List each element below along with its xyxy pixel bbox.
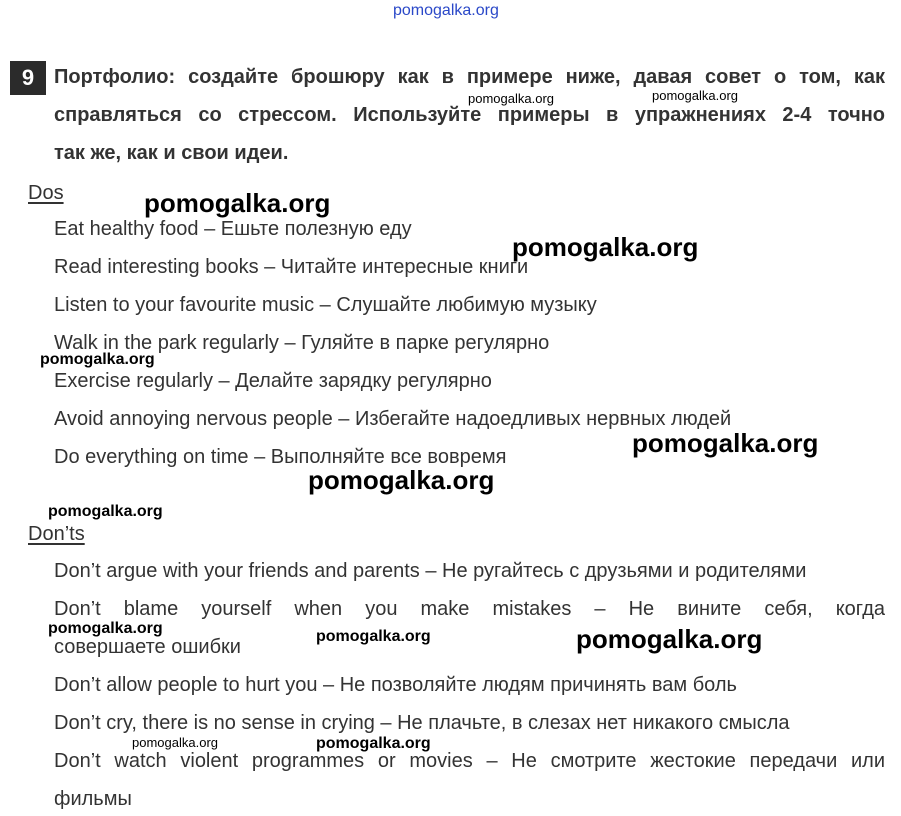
watermark: pomogalka.org	[512, 232, 699, 262]
instruction-line-2: справляться со стрессом. Используйте примеры в упражнениях 2-4 точно	[54, 104, 885, 126]
watermark: pomogalka.org	[468, 91, 554, 106]
site-header-link[interactable]: pomogalka.org	[393, 2, 499, 19]
donts-item-1: Don’t argue with your friends and parents – Не ругайтесь с друзьями и родителями	[54, 560, 807, 582]
dos-item-4: Walk in the park regularly – Гуляйте в парке регулярно	[54, 332, 550, 354]
watermark: pomogalka.org	[316, 735, 431, 752]
dos-heading: Dos	[28, 182, 64, 204]
dos-item-2: Read interesting books – Читайте интересные книги	[54, 256, 529, 278]
watermark: pomogalka.org	[632, 428, 819, 458]
donts-item-4: Don’t cry, there is no sense in crying – Не плачьте, в слезах нет никакого смысла	[54, 712, 790, 734]
dos-item-1: Eat healthy food – Ешьте полезную еду	[54, 218, 412, 240]
watermark: pomogalka.org	[132, 735, 218, 750]
dos-item-6: Avoid annoying nervous people – Избегайте надоедливых нервных людей	[54, 408, 732, 430]
dos-item-7: Do everything on time – Выполняйте все вовремя	[54, 446, 507, 468]
watermark: pomogalka.org	[652, 88, 738, 103]
watermark: pomogalka.org	[144, 188, 331, 218]
instruction-line-3: так же, как и свои идеи.	[54, 142, 289, 164]
watermark: pomogalka.org	[316, 628, 431, 645]
watermark: pomogalka.org	[308, 465, 495, 495]
donts-item-2: Don’t blame yourself when you make mistakes – Не вините себя, когда	[54, 598, 885, 620]
donts-item-5-continued: фильмы	[54, 788, 132, 810]
watermark: pomogalka.org	[40, 351, 155, 368]
donts-heading: Don’ts	[28, 523, 85, 545]
donts-item-5: Don’t watch violent programmes or movies – Не смотрите жестокие передачи или	[54, 750, 885, 772]
watermark: pomogalka.org	[48, 503, 163, 520]
watermark: pomogalka.org	[48, 620, 163, 637]
donts-item-3: Don’t allow people to hurt you – Не позволяйте людям причинять вам боль	[54, 674, 737, 696]
watermark: pomogalka.org	[576, 624, 763, 654]
donts-item-2-continued: совершаете ошибки	[54, 636, 241, 658]
exercise-number-badge: 9	[10, 61, 46, 95]
instruction-line-1: Портфолио: создайте брошюру как в примере ниже, давая совет о том, как	[54, 66, 885, 88]
dos-item-5: Exercise regularly – Делайте зарядку регулярно	[54, 370, 492, 392]
dos-item-3: Listen to your favourite music – Слушайте любимую музыку	[54, 294, 597, 316]
